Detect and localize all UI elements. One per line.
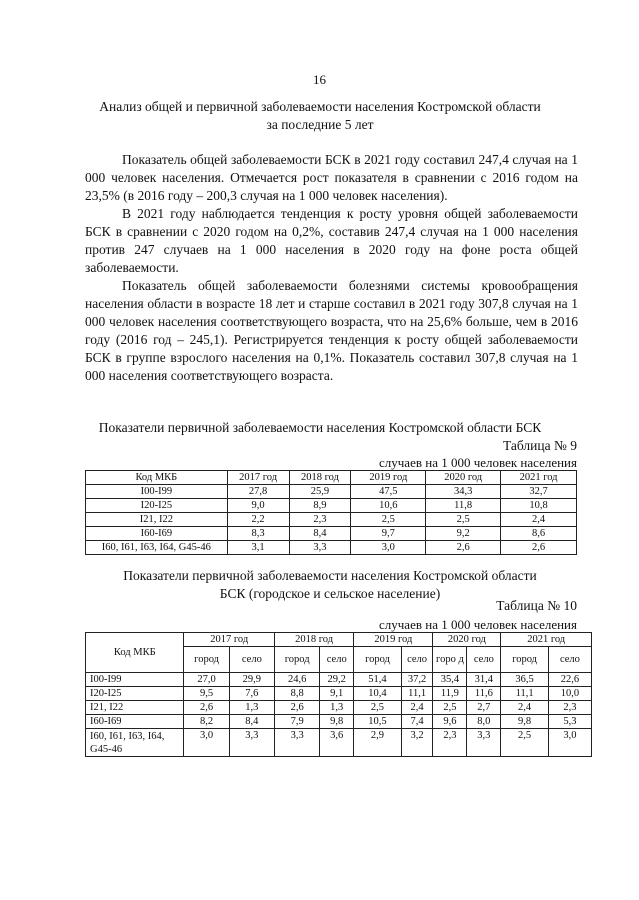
table-cell: 37,2 [401,673,433,687]
paragraph-3: Показатель общей заболеваемости болезнями системы кровообращения населения области в возрасте 18 лет и старше составил в 2021 году 307,8 случая на 1 000 человек населения соответствующего возраста, что на 25,6% больше, чем в 2016 году (2016 год – 245,1). Регистрируется тенденция к росту общей заболеваемости БСК в группе взрослого населения на 0,1%. Показатель составил 307,8 случая на 1 000 населения соответствующего возраста. [85,278,578,383]
table-cell: 2,4 [401,701,433,715]
table-cell: I21, I22 [86,701,184,715]
table-cell: 2,4 [501,701,549,715]
table9-header: 2019 год [351,471,426,485]
table-cell: 9,5 [184,687,229,701]
table-row [86,701,592,715]
table10-sub-header: село [320,647,354,673]
table-cell: 2,3 [548,701,591,715]
table-cell: 11,6 [467,687,501,701]
table-10 [85,632,592,757]
table-cell: 9,1 [320,687,354,701]
page-number: 16 [313,72,326,87]
table-cell: I60, I61, I63, I64, G45-46 [86,541,228,555]
table-cell: 10,0 [548,687,591,701]
table-cell: I21, I22 [86,513,228,527]
table10-sub-header: город [184,647,229,673]
table-cell: 10,6 [351,499,426,513]
table-cell: 25,9 [289,485,351,499]
table-cell: 2,7 [467,701,501,715]
table-cell: 35,4 [433,673,467,687]
title-line-1: Анализ общей и первичной заболеваемости населения Костромской области [99,99,541,114]
table-cell: 8,4 [229,715,274,729]
table9-header-row [86,471,577,485]
table-row [86,485,577,499]
table-cell: 8,3 [227,527,289,541]
table-cell: 5,3 [548,715,591,729]
table-cell: 2,2 [227,513,289,527]
table-cell: 7,4 [401,715,433,729]
table10-year-header: 2017 год [184,633,275,647]
table10-sub-header: горо д [433,647,467,673]
table10-sub-header: село [229,647,274,673]
table-cell: I60-I69 [86,527,228,541]
table-cell: I00-I99 [86,673,184,687]
table-cell: 11,1 [401,687,433,701]
table10-sub-header: село [548,647,591,673]
table-row [86,527,577,541]
table-cell: 9,0 [227,499,289,513]
table-cell: 8,6 [501,527,577,541]
table9-header: 2021 год [501,471,577,485]
table-row [86,687,592,701]
table9-header: 2020 год [426,471,501,485]
table10-year-row [86,633,592,647]
table-cell: 2,3 [289,513,351,527]
table-cell: 10,4 [354,687,402,701]
table10-sub-header: село [401,647,433,673]
table-cell: 3,3 [229,729,274,757]
table-cell: 29,9 [229,673,274,687]
table-cell: 34,3 [426,485,501,499]
table-cell: 3,0 [184,729,229,757]
table9-header: 2018 год [289,471,351,485]
table-cell: 22,6 [548,673,591,687]
table-cell: 2,5 [426,513,501,527]
table-cell: 24,6 [275,673,320,687]
table-cell: 2,6 [501,541,577,555]
table-cell: 2,5 [354,701,402,715]
table-cell: 31,4 [467,673,501,687]
table-cell: 1,3 [320,701,354,715]
table-cell: 3,0 [351,541,426,555]
table-cell: 3,3 [275,729,320,757]
table10-year-header: 2021 год [501,633,592,647]
table-row [86,729,592,757]
paragraph-2: В 2021 году наблюдается тенденция к росту уровня общей заболеваемости БСК в сравнении с 2020 годом на 0,2%, составив 247,4 случая на 1 000 населения против 247 случаев на 1 000 населения в 2020 году на фоне роста общей заболеваемости. [85,206,578,275]
document-title [60,98,580,134]
table-cell: 11,1 [501,687,549,701]
table-cell: 8,4 [289,527,351,541]
body-text [85,151,578,385]
table9-title: Показатели первичной заболеваемости населения Костромской области БСК [98,420,542,435]
table-cell: 36,5 [501,673,549,687]
table-cell: 9,2 [426,527,501,541]
table-cell: 2,5 [501,729,549,757]
table-row [86,499,577,513]
table-cell: 2,6 [184,701,229,715]
table9-unit: случаев на 1 000 человек населения [379,455,577,470]
table-cell: 11,9 [433,687,467,701]
table-cell: 2,4 [501,513,577,527]
table-cell: 9,6 [433,715,467,729]
table-cell: 8,9 [289,499,351,513]
table-cell: 3,6 [320,729,354,757]
table-cell: 10,8 [501,499,577,513]
table-cell: I00-I99 [86,485,228,499]
table-cell: 7,6 [229,687,274,701]
table-cell: 47,5 [351,485,426,499]
table10-title-line-2: БСК (городское и сельское население) [219,586,441,601]
table10-sub-header: город [275,647,320,673]
table-cell: 2,6 [426,541,501,555]
table9-header: Код МКБ [86,471,228,485]
table-cell: 8,8 [275,687,320,701]
table-cell: 8,2 [184,715,229,729]
table-cell: 7,9 [275,715,320,729]
table-cell: 3,0 [548,729,591,757]
table-cell: 29,2 [320,673,354,687]
table-row [86,513,577,527]
table10-code-header: Код МКБ [86,633,184,673]
table-cell: 8,0 [467,715,501,729]
table10-title-line-1: Показатели первичной заболеваемости населения Костромской области [123,568,537,583]
table-cell: 3,3 [467,729,501,757]
table-cell: 3,2 [401,729,433,757]
table-cell: 3,3 [289,541,351,555]
table-cell: 9,8 [320,715,354,729]
table-cell: 32,7 [501,485,577,499]
paragraph-1: Показатель общей заболеваемости БСК в 2021 году составил 247,4 случая на 1 000 человек населения. Отмечается рост показателя в сравнении с 2016 годом на 23,5% (в 2016 году – 200,3 случая на 1 000 человек населения). [85,152,578,203]
table10-year-header: 2018 год [275,633,354,647]
table10-unit: случаев на 1 000 человек населения [379,617,577,632]
table10-sub-header: город [354,647,402,673]
table-9 [85,470,577,555]
table-cell: 2,5 [433,701,467,715]
table-cell: 1,3 [229,701,274,715]
table9-number: Таблица № 9 [503,438,577,453]
table-cell: 11,8 [426,499,501,513]
table9-header: 2017 год [227,471,289,485]
table10-year-header: 2019 год [354,633,433,647]
table-row [86,541,577,555]
table-cell: I60, I61, I63, I64, G45-46 [86,729,184,757]
table-cell: 10,5 [354,715,402,729]
table-cell: 9,7 [351,527,426,541]
table-row [86,673,592,687]
table10-year-header: 2020 год [433,633,501,647]
table-cell: I20-I25 [86,499,228,513]
table-cell: 2,9 [354,729,402,757]
table-row [86,715,592,729]
table10-sub-header: город [501,647,549,673]
table10-sub-header: село [467,647,501,673]
table-cell: 51,4 [354,673,402,687]
table-cell: 2,6 [275,701,320,715]
table-cell: I60-I69 [86,715,184,729]
table-cell: 27,8 [227,485,289,499]
table-cell: 3,1 [227,541,289,555]
table-cell: 2,3 [433,729,467,757]
title-line-2: за последние 5 лет [266,117,374,132]
table-cell: 27,0 [184,673,229,687]
table10-number: Таблица № 10 [496,598,577,613]
table-cell: 2,5 [351,513,426,527]
table-cell: I20-I25 [86,687,184,701]
table-cell: 9,8 [501,715,549,729]
